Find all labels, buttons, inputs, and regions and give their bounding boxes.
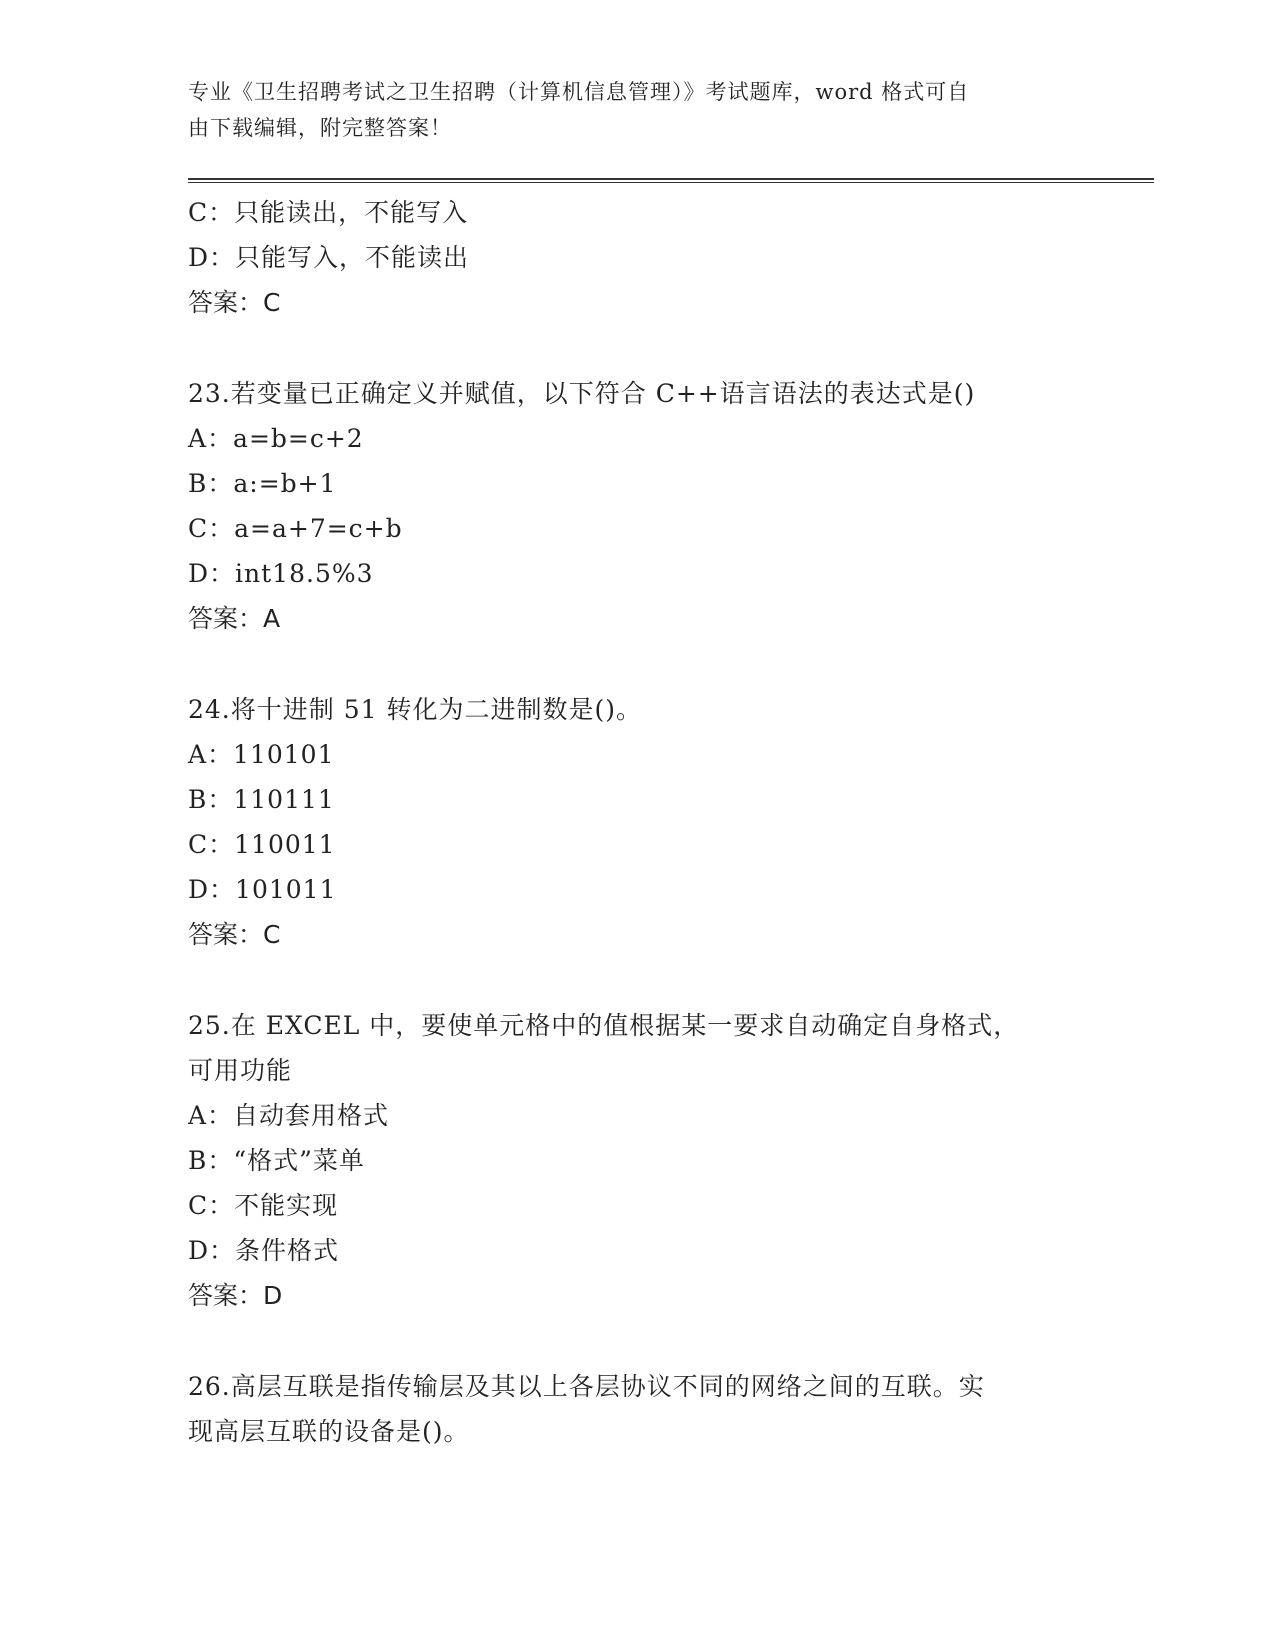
- question-stem-line-2: 可用功能: [188, 1056, 293, 1085]
- question-stem-line-1: 26.高层互联是指传输层及其以上各层协议不同的网络之间的互联。实: [188, 1372, 985, 1401]
- option-c: C：110011: [188, 830, 336, 859]
- answer: 答案：C: [188, 288, 281, 317]
- option-c: C：只能读出，不能写入: [188, 198, 469, 227]
- document-header: [188, 74, 1088, 146]
- option-d: D：101011: [188, 875, 337, 904]
- question-22-tail: [188, 190, 1088, 325]
- question-stem: 24.将十进制 51 转化为二进制数是()。: [188, 695, 642, 724]
- option-a: A：自动套用格式: [188, 1101, 390, 1130]
- answer: 答案：D: [188, 1281, 283, 1310]
- option-d: D：int18.5%3: [188, 559, 374, 588]
- option-c: C：a=a+7=c+b: [188, 514, 403, 543]
- question-25: [188, 1003, 1088, 1318]
- option-a: A：a=b=c+2: [188, 424, 364, 453]
- question-23: [188, 371, 1088, 641]
- header-line-1: 专业《卫生招聘考试之卫生招聘（计算机信息管理）》考试题库，word 格式可自: [188, 80, 970, 104]
- question-list: [188, 190, 1088, 1454]
- option-b: B：110111: [188, 785, 335, 814]
- option-a: A：110101: [188, 740, 335, 769]
- header-line-2: 由下载编辑，附完整答案！: [188, 116, 452, 140]
- option-b: B：“格式”菜单: [188, 1146, 365, 1175]
- question-stem-line-1: 25.在 EXCEL 中，要使单元格中的值根据某一要求自动确定自身格式，: [188, 1011, 1020, 1040]
- option-c: C：不能实现: [188, 1191, 339, 1220]
- answer: 答案：A: [188, 604, 281, 633]
- option-b: B：a:=b+1: [188, 469, 337, 498]
- option-d: D：条件格式: [188, 1236, 340, 1265]
- question-stem: 23.若变量已正确定义并赋值，以下符合 C++语言语法的表达式是(): [188, 379, 976, 408]
- question-stem-line-2: 现高层互联的设备是()。: [188, 1417, 470, 1446]
- question-24: [188, 687, 1088, 957]
- option-d: D：只能写入，不能读出: [188, 243, 470, 272]
- question-26: [188, 1364, 1088, 1454]
- answer: 答案：C: [188, 920, 281, 949]
- header-divider: [188, 178, 1154, 183]
